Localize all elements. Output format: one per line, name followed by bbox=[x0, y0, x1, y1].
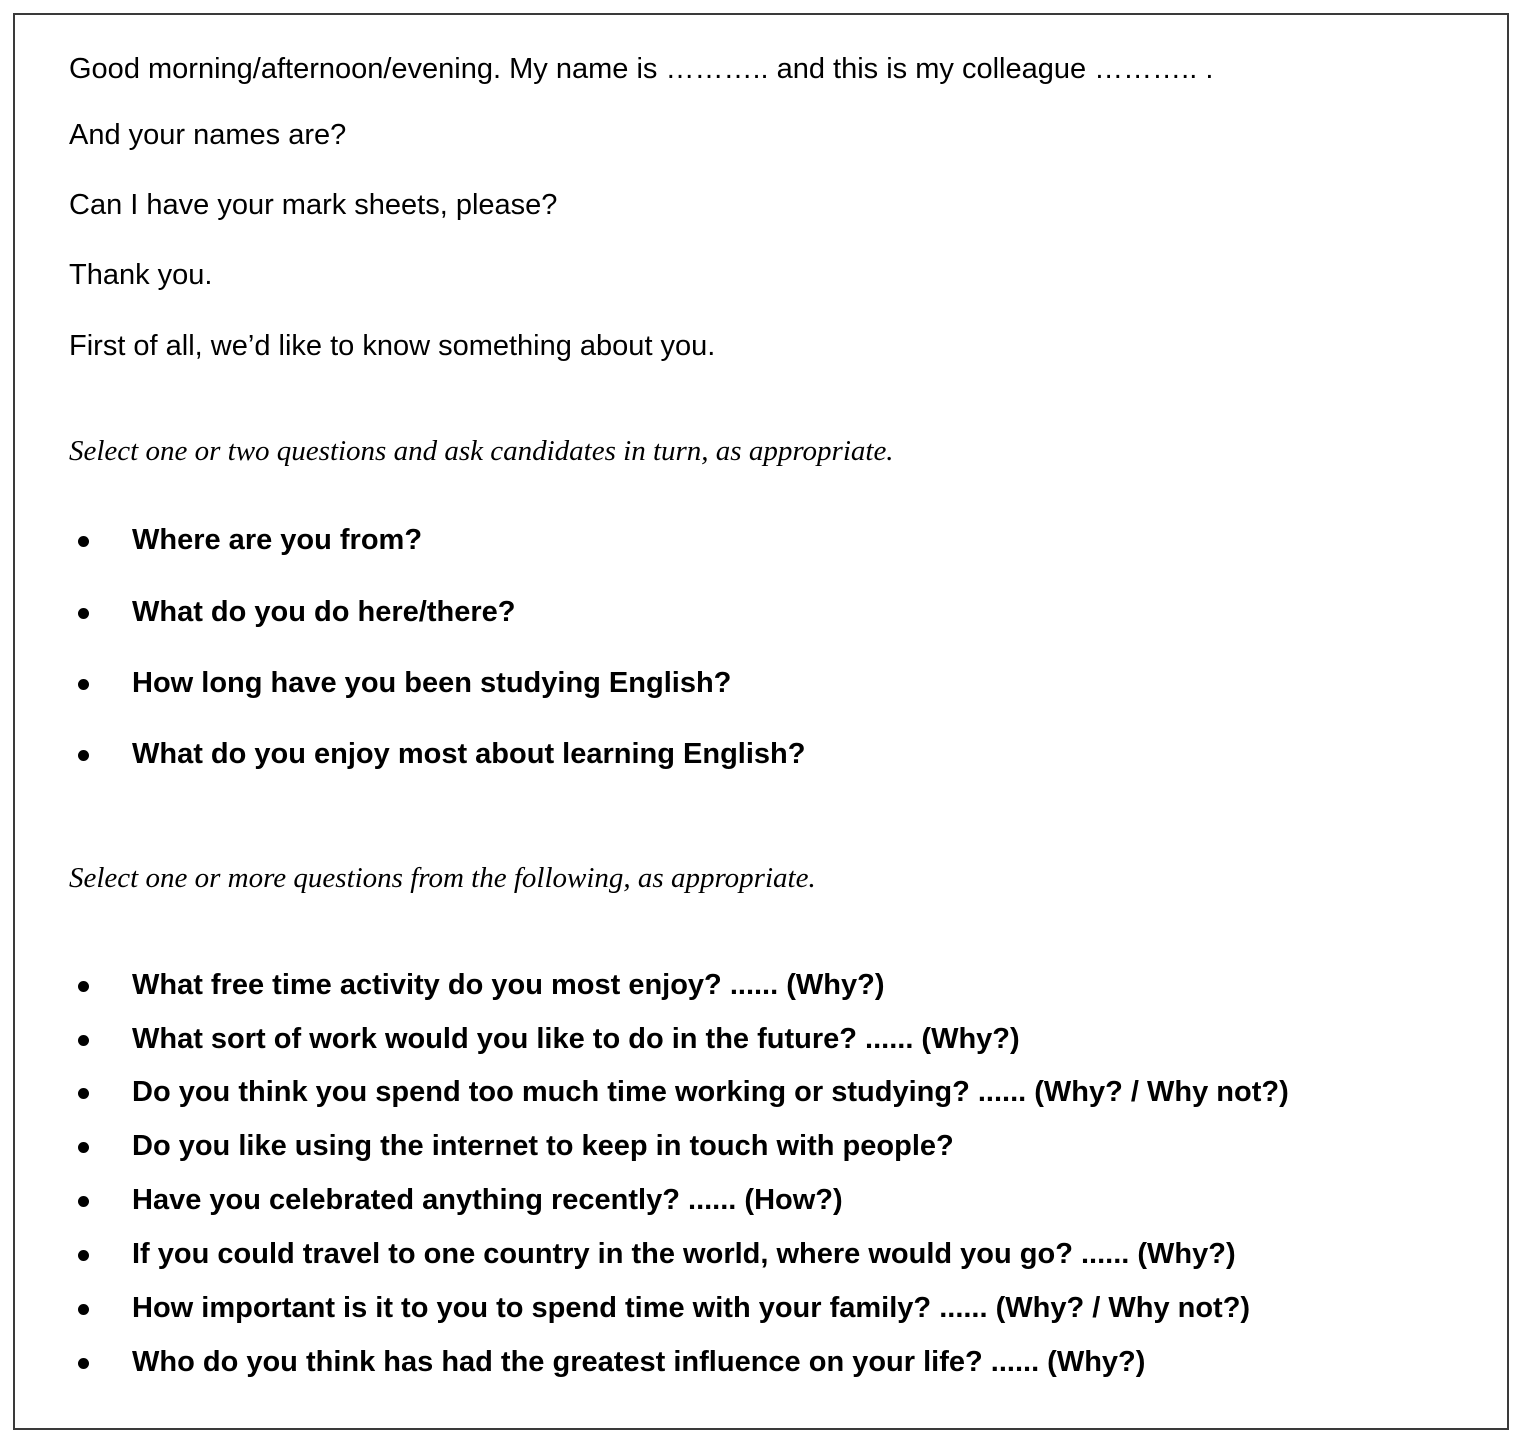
question-text: Who do you think has had the greatest influence on your life? ...... (Why?) bbox=[132, 1346, 1146, 1378]
bullet-icon bbox=[78, 1250, 89, 1261]
list-item bbox=[0, 737, 1450, 771]
list-item bbox=[0, 666, 1450, 700]
list-item bbox=[0, 1291, 1450, 1325]
bullet-icon bbox=[78, 1088, 89, 1099]
bullet-icon bbox=[78, 679, 89, 690]
mark-sheets-request: Can I have your mark sheets, please? bbox=[69, 189, 558, 221]
list-item bbox=[0, 595, 1450, 629]
bullet-icon bbox=[78, 1035, 89, 1046]
question-text: What sort of work would you like to do in the future? ...... (Why?) bbox=[132, 1023, 1020, 1055]
question-text: How long have you been studying English? bbox=[132, 667, 732, 699]
question-text: Do you like using the internet to keep in touch with people? bbox=[132, 1130, 954, 1162]
section1-instruction: Select one or two questions and ask candidates in turn, as appropriate. bbox=[69, 435, 894, 467]
bullet-icon bbox=[78, 750, 89, 761]
list-item bbox=[0, 1237, 1450, 1271]
question-text: If you could travel to one country in the world, where would you go? ...... (Why?) bbox=[132, 1238, 1236, 1270]
question-text: What do you do here/there? bbox=[132, 596, 516, 628]
question-text: Have you celebrated anything recently? ...... (How?) bbox=[132, 1184, 843, 1216]
question-text: What free time activity do you most enjoy? ...... (Why?) bbox=[132, 969, 885, 1001]
bullet-icon bbox=[78, 981, 89, 992]
question-text: What do you enjoy most about learning English? bbox=[132, 738, 806, 770]
list-item bbox=[0, 1075, 1450, 1109]
list-item bbox=[0, 523, 1450, 557]
bullet-icon bbox=[78, 608, 89, 619]
list-item bbox=[0, 1022, 1450, 1056]
greeting-line: Good morning/afternoon/evening. My name is ……….. and this is my colleague ……….. . bbox=[69, 53, 1214, 85]
list-item bbox=[0, 1129, 1450, 1163]
bullet-icon bbox=[78, 1304, 89, 1315]
question-text: Where are you from? bbox=[132, 524, 423, 556]
question-text: Do you think you spend too much time working or studying? ...... (Why? / Why not?) bbox=[132, 1076, 1289, 1108]
list-item bbox=[0, 1345, 1450, 1379]
thank-you-line: Thank you. bbox=[69, 259, 213, 291]
page-frame bbox=[13, 13, 1509, 1430]
bullet-icon bbox=[78, 536, 89, 547]
section2-instruction: Select one or more questions from the following, as appropriate. bbox=[69, 862, 816, 894]
question-text: How important is it to you to spend time with your family? ...... (Why? / Why not?) bbox=[132, 1292, 1251, 1324]
list-item bbox=[0, 1183, 1450, 1217]
list-item bbox=[0, 968, 1450, 1002]
intro-statement: First of all, we’d like to know something about you. bbox=[69, 330, 716, 362]
bullet-icon bbox=[78, 1358, 89, 1369]
names-question: And your names are? bbox=[69, 119, 347, 151]
bullet-icon bbox=[78, 1196, 89, 1207]
bullet-icon bbox=[78, 1142, 89, 1153]
